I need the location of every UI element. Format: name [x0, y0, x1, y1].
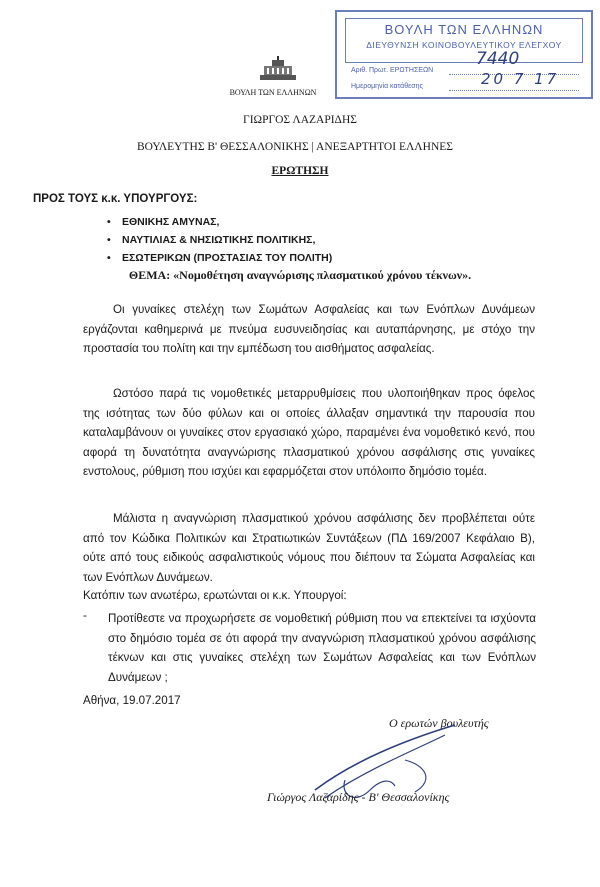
bullet-icon: • — [107, 234, 111, 246]
body-paragraph: Οι γυναίκες στελέχη των Σωμάτων Ασφαλείας και των Ενόπλων Δυνάμεων εργάζονται καθημερινά με πνεύμα ευσυνειδησίας και αυταπάρνησης, με στόχο την προστασία του πολίτη και την εμπέδωση του αισθήματος ασφαλείας. — [83, 303, 535, 355]
document-type-text: ΕΡΩΤΗΣΗ — [271, 165, 329, 177]
signer-name: Γιώργος Λαζαρίδης - Β' Θεσσαλονίκης — [267, 790, 450, 804]
stamp-header-box — [345, 18, 583, 63]
stamp-number-handwritten: 7440 — [476, 49, 520, 69]
stamp-number-label: Αριθ. Πρωτ. ΕΡΩΤΗΣΕΩΝ — [351, 67, 434, 74]
ministry-name: ΕΘΝΙΚΗΣ ΑΜΥΝΑΣ, — [122, 216, 220, 228]
body-paragraph: Κατόπιν των ανωτέρω, ερωτώνται οι κ.κ. Υπουργοί: — [83, 589, 347, 602]
addressee: ΠΡΟΣ ΤΟΥΣ κ.κ. ΥΠΟΥΡΓΟΥΣ: — [33, 193, 198, 205]
bullet-icon: • — [107, 216, 111, 228]
question-text: Προτίθεστε να προχωρήσετε σε νομοθετική ρύθμιση που να επεκτείνει τα ισχύοντα στο δημόσιο τομέα σε ότι αφορά την αναγνώριση πλασματικού χρόνου ασφάλισης τέκνων και στις γυναίκες στελέχη των Σωμάτων Ασφαλείας και των Ενόπλων Δυνάμεων ; — [108, 612, 536, 684]
list-item — [107, 216, 332, 234]
handwritten-signature — [295, 720, 475, 820]
ministry-list — [107, 216, 332, 270]
document-type — [0, 165, 600, 177]
question-marker: - — [83, 609, 87, 622]
body-paragraph: Μάλιστα η αναγνώριση πλασματικού χρόνου ασφάλισης δεν προβλέπεται ούτε από τον Κώδικα Πολιτικών και Στρατιωτικών Συντάξεων (ΠΔ 169/2007 Κεφάλαιο Β), ούτε από τους ειδικούς ασφαλιστικούς νόμους που διέπουν τα Σώματα Ασφαλείας και των Ενόπλων Δυνάμεων. — [83, 512, 535, 584]
institution-caption: ΒΟΥΛΗ ΤΩΝ ΕΛΛΗΝΩΝ — [229, 88, 317, 97]
ministry-name: ΝΑΥΤΙΛΙΑΣ & ΝΗΣΙΩΤΙΚΗΣ ΠΟΛΙΤΙΚΗΣ, — [122, 234, 316, 246]
ministry-name: ΕΣΩΤΕΡΙΚΩΝ (ΠΡΟΣΤΑΣΙΑΣ ΤΟΥ ΠΟΛΙΤΗ) — [122, 252, 333, 264]
author-name: ΓΙΩΡΓΟΣ ΛΑΖΑΡΙΔΗΣ — [243, 114, 357, 126]
stamp-department: ΔΙΕΥΘΥΝΣΗ ΚΟΙΝΟΒΟΥΛΕΥΤΙΚΟΥ ΕΛΕΓΧΟΥ — [366, 40, 562, 50]
stamp-date-label: Ημερομηνία κατάθεσης — [351, 83, 423, 90]
bullet-icon: • — [107, 252, 111, 264]
stamp-title: ΒΟΥΛΗ ΤΩΝ ΕΛΛΗΝΩΝ — [384, 22, 544, 37]
body-paragraph: Ωστόσο παρά τις νομοθετικές μεταρρυθμίσεις που υλοποιήθηκαν προς όφελος της ισότητας των δύο φύλων και οι οποίες άλλαξαν σημαντικά την παρουσία που καταλαμβάνουν οι γυναίκες στον εργασιακό χώρο, παραμένει ένα νομοθετικό κενό, που αφορά τη δυνατότητα αναγνώρισης πλασματικού χρόνου ασφάλισης στις γυναίκες ενστολους, ρύθμιση που ισχύει και εφαρμόζεται στον υπόλοιπο δημόσιο τομέα. — [83, 387, 535, 478]
stamp-date-handwritten: 20 7 17 — [481, 70, 560, 88]
document-date: Αθήνα, 19.07.2017 — [83, 694, 181, 707]
parliament-building-icon — [258, 55, 298, 83]
list-item — [107, 234, 332, 252]
author-role: ΒΟΥΛΕΥΤΗΣ Β' ΘΕΣΣΑΛΟΝΙΚΗΣ | ΑΝΕΞΑΡΤΗΤΟΙ ΕΛΛΗΝΕΣ — [137, 141, 453, 153]
subject-line: ΘΕΜΑ: «Νομοθέτηση αναγνώρισης πλασματικού χρόνου τέκνων». — [128, 268, 472, 282]
asker-label: Ο ερωτών βουλευτής — [389, 716, 489, 730]
